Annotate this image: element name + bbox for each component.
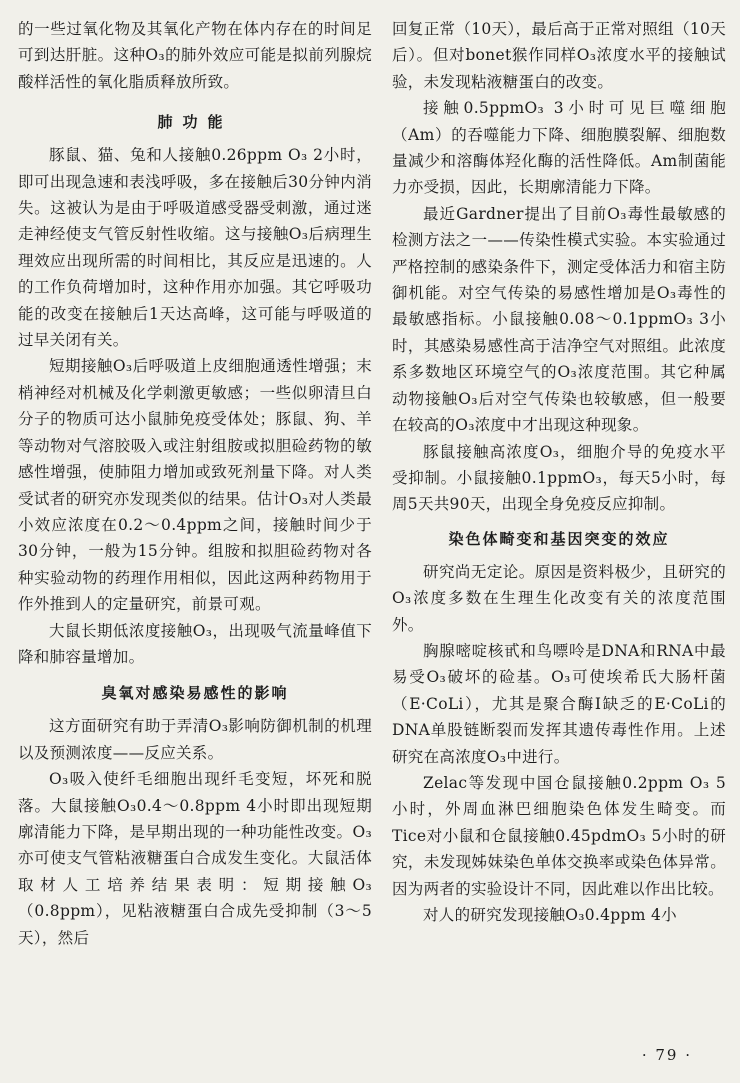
section-heading-lung-function: 肺功能	[157, 113, 233, 132]
paragraph-gardner: 最近Gardner提出了目前O₃毒性最敏感的检测方法之一——传染性模式实验。本实验通过严格控制的感染条件下，测定受体活力和宿主防御机能。对空气传染的易感性增加是O₃毒性的最敏感指标。小鼠接触0.08～0.1ppmO₃ 3小时，其感染易感性高于洁净空气对照组。此浓度系多数地区环境空气的O₃浓度范围。其它种属动物接触O₃后对空气传染也较敏感，但一般要在较高的O₃浓度中才出现这种现象。	[392, 204, 726, 435]
paragraph-lung-2: 短期接触O₃后呼吸道上皮细胞通透性增强；末梢神经对机械及化学刺激更敏感；一些似卵清旦白分子的物质可达小鼠肺免疫受体处；豚鼠、狗、羊等动物对气溶胶吸入或注射组胺或拟胆硷药物的敏感性增强，使肺阻力增加或致死剂量下降。对人类受试者的研究亦发现类似的结果。估计O₃对人类最小效应浓度在0.2～0.4ppm之间，接触时间少于30分钟，一般为15分钟。组胺和拟胆硷药物对各种实验动物的药理作用相似，因此这两种药物用于作外推到人的定量研究，前景可观。	[18, 357, 372, 614]
section-heading-infection-susceptibility: 臭氧对感染易感性的影响	[101, 684, 289, 703]
paragraph-susceptibility-2: O₃吸入使纤毛细胞出现纤毛变短，坏死和脱落。大鼠接触O₃0.4～0.8ppm 4小时即出现短期廓清能力下降，是早期出现的一种功能性改变。O₃亦可使支气管粘液糖蛋白合成发生变化。大鼠活体取材人工培养结果表明：短期接触O₃（0.8ppm），见粘液糖蛋白合成先受抑制（3～5天），然后	[18, 770, 372, 947]
paragraph-lung-1: 豚鼠、猫、兔和人接触0.26ppm O₃ 2小时，即可出现急速和表浅呼吸，多在接触后30分钟内消失。这被认为是由于呼吸道感受器受刺激，通过迷走神经使支气管反射性收缩。这与接触O₃后病理生理效应出现所需的时间相比，其反应是迅速的。人的工作负荷增加时，这种作用亦加强。其它呼吸功能的改变在接触后1天达高峰，这可能与呼吸道的过早关闭有关。	[18, 146, 372, 350]
paragraph-macrophage: 接触0.5ppmO₃ 3小时可见巨噬细胞（Am）的吞噬能力下降、细胞膜裂解、细胞数量减少和溶酶体羟化酶的活性降低。Am制菌能力亦受损，因此，长期廓清能力下降。	[392, 99, 726, 197]
paragraph-susceptibility-1: 这方面研究有助于弄清O₃影响防御机制的机理以及预测浓度——反应关系。	[18, 717, 372, 762]
section-heading-chromosome-aberration: 染色体畸变和基因突变的效应	[448, 529, 670, 548]
paragraph-human-study: 对人的研究发现接触O₃0.4ppm 4小	[423, 906, 677, 924]
paragraph-intro-continued: 的一些过氧化物及其氧化产物在体内存在的时间足可到达肝脏。这种O₃的肺外效应可能是拟前列腺烷酸样活性的氧化脂质释放所致。	[18, 20, 372, 91]
page-number: · 79 ·	[641, 1046, 692, 1064]
paragraph-chromosome-2: 胸腺嘧啶核甙和鸟嘌呤是DNA和RNA中最易受O₃破坏的硷基。O₃可使埃希氏大肠杆菌（E·CoLi），尤其是聚合酶I缺乏的E·CoLi的DNA单股链断裂而发挥其遗传毒性作用。上述研究在高浓度O₃中进行。	[392, 641, 726, 766]
paragraph-immune: 豚鼠接触高浓度O₃，细胞介导的免疫水平受抑制。小鼠接触0.1ppmO₃，每天5小时，每周5天共90天，出现全身免疫反应抑制。	[392, 442, 726, 514]
paragraph-zelac: Zelac等发现中国仓鼠接触0.2ppm O₃ 5小时，外周血淋巴细胞染色体发生畸变。而Tice对小鼠和仓鼠接触0.45pdmO₃ 5小时的研究，未发现姊妹染色单体交换率或染色体异常。因为两者的实验设计不同，因此难以作出比较。	[392, 773, 726, 898]
paragraph-continued: 回复正常（10天），最后高于正常对照组（10天后）。但对bonet猴作同样O₃浓度水平的接触试验，未发现粘液糖蛋白的改变。	[392, 20, 726, 91]
left-column	[18, 16, 372, 951]
right-column	[392, 16, 726, 928]
paragraph-chromosome-1: 研究尚无定论。原因是资料极少，且研究的O₃浓度多数在生理生化改变有关的浓度范围外。	[392, 562, 726, 634]
paragraph-lung-3: 大鼠长期低浓度接触O₃，出现吸气流量峰值下降和肺容量增加。	[18, 621, 372, 666]
